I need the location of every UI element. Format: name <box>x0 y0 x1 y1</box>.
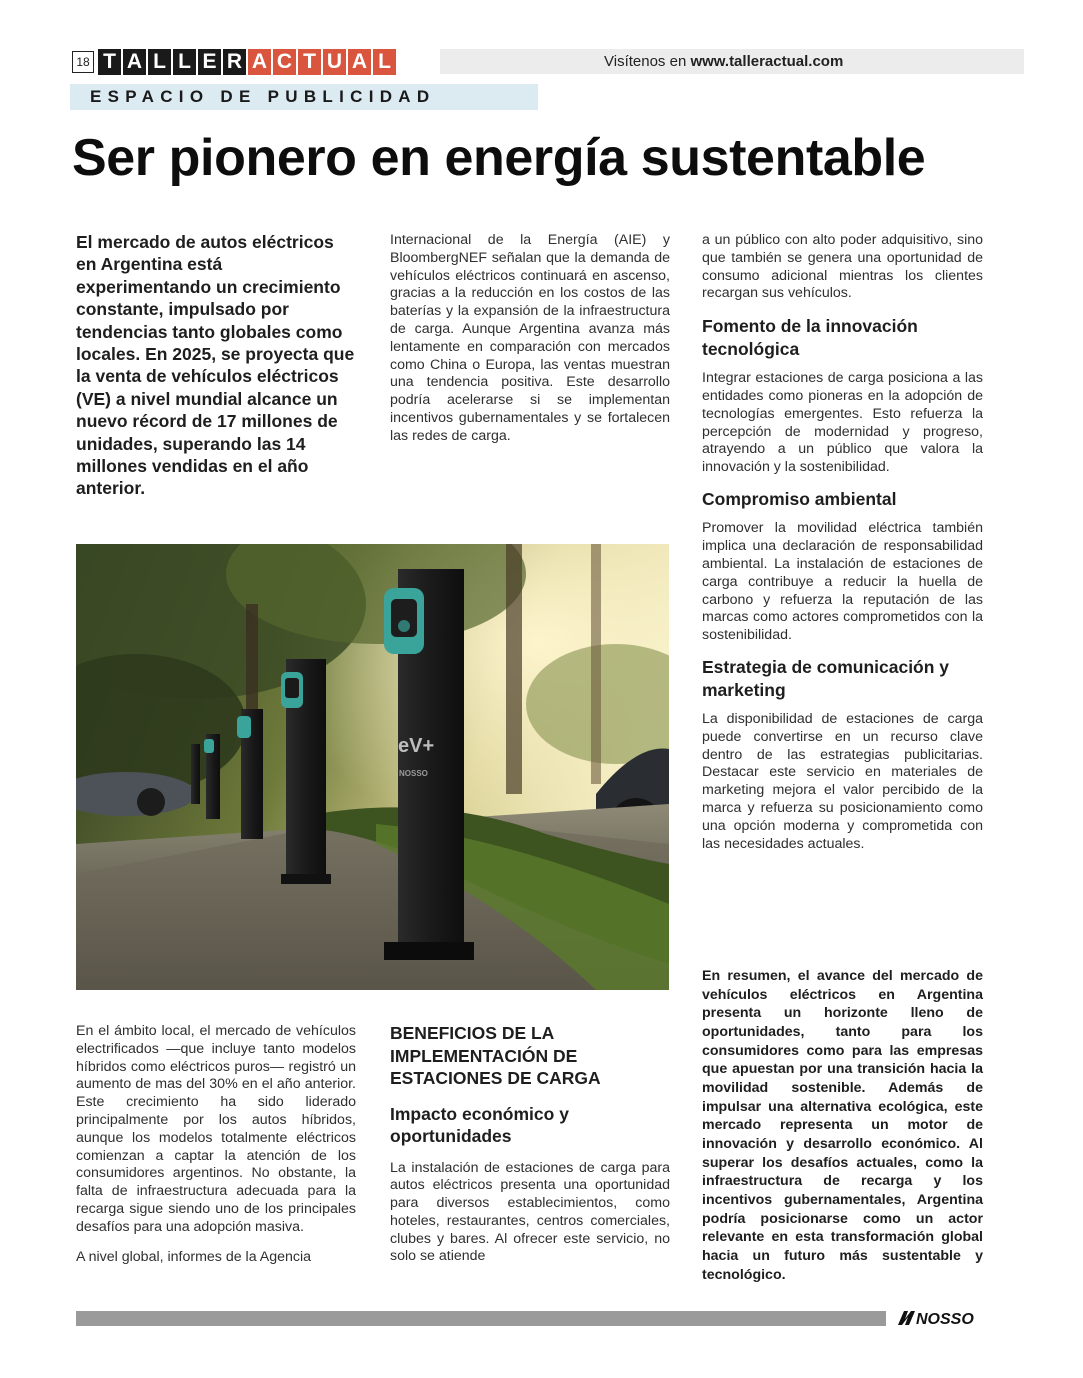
brand-letter: E <box>198 49 221 75</box>
article-lead: El mercado de autos eléctricos en Argentina está experimentando un crecimiento constante, impulsado por tendencias tanto globales como locales. En 2025, se proyecta que la venta de vehículos eléctricos (VE) a nivel mundial alcance un nuevo récord de 17 millones de unidades, superando las 14 millones vendidas en el año anterior. <box>76 232 355 499</box>
brand-letter: T <box>298 49 321 75</box>
brand-letter: A <box>123 49 146 75</box>
section-heading: Impacto económico y oportunidades <box>390 1103 569 1146</box>
brand-letter: T <box>98 49 121 75</box>
nosso-logo-text: NOSSO <box>916 1311 974 1328</box>
page-number: 18 <box>72 51 94 73</box>
brand-letter: L <box>148 49 171 75</box>
brand-logo <box>98 49 396 75</box>
brand-letter: R <box>223 49 246 75</box>
brand-letter: L <box>173 49 196 75</box>
visit-prefix: Visítenos en <box>604 53 691 70</box>
charger-post <box>204 734 220 819</box>
footer-bar <box>76 1311 886 1326</box>
charging-stations-photo <box>76 544 669 990</box>
website-banner <box>440 49 1024 74</box>
brand-letter: C <box>273 49 296 75</box>
nosso-logo <box>896 1307 988 1329</box>
photo-illustration <box>76 544 669 990</box>
body-paragraph: La instalación de estaciones de carga para autos eléctricos presenta una oportunidad para diversos establecimientos, como hoteles, restaurantes, centros comerciales, clubes y bares. Al ofrecer este servicio, no solo se atiende <box>390 1159 670 1265</box>
section-label: ESPACIO DE PUBLICIDAD <box>70 84 538 110</box>
charger-brand-label: eV+ <box>398 735 435 757</box>
body-paragraph: En el ámbito local, el mercado de vehículos electrificados —que incluye tanto modelos híbridos como eléctricos puros— registró un aumento de mas del 30% en el año anterior. Este crecimiento ha sido liderado principalmente por los autos híbridos, aunque los modelos totalmente eléctricos comienzan a captar la atención de los consumidores argentinos. No obstante, la falta de infraestructura adecuada para la recarga sigue siendo uno de los principales desafíos para una adopción masiva. <box>76 1023 356 1235</box>
website-link[interactable]: www.talleractual.com <box>690 53 844 70</box>
brand-letter: L <box>373 49 396 75</box>
benefits-heading: BENEFICIOS DE LA IMPLEMENTACIÓN DE ESTACIONES DE CARGA <box>390 1023 601 1088</box>
body-paragraph: Integrar estaciones de carga posiciona a las entidades como pioneras en la adopción de tecnologías emergentes. Esto refuerza la percepción de modernidad y progreso, atrayendo a un público que valora la innovación y la sostenibilidad. <box>702 370 983 476</box>
body-paragraph: a un público con alto poder adquisitivo, sino que también se genera una oportunidad de consumo adicional mientras los clientes recargan sus vehículos. <box>702 232 983 302</box>
article-summary: En resumen, el avance del mercado de vehículos eléctricos en Argentina presenta un horizonte lleno de oportunidades, tanto para los consumidores como para las empresas que apuestan por una transición hacia la movilidad sostenible. Además de impulsar una alternativa ecológica, este mercado representa un motor de innovación y desarrollo económico. Al superar los desafíos actuales, como la infraestructura de recarga y los incentivos gubernamentales, Argentina podría posicionarse como un actor relevante en esta transformación global hacia un futuro más sustentable y tecnológico. <box>702 968 983 1283</box>
charger-maker-label: NOSSO <box>399 769 428 778</box>
section-heading: Estrategia de comunicación y marketing <box>702 657 950 700</box>
body-paragraph: Internacional de la Energía (AIE) y BloombergNEF señalan que la demanda de vehículos eléctricos continuará en ascenso, gracias a la reducción en los costos de las baterías y la expansión de la infraestructura de carga. Aunque Argentina avanza más lentamente en comparación con mercados como China o Europa, las ventas muestran una tendencia positiva. Este desarrollo podría acelerarse si se implementan incentivos gubernamentales y se fortalecen las redes de carga. <box>390 232 670 444</box>
brand-letter: A <box>348 49 371 75</box>
article-title: Ser pionero en energía sustentable <box>72 129 926 187</box>
brand-letter: A <box>248 49 271 75</box>
body-paragraph: La disponibilidad de estaciones de carga puede convertirse en un recurso clave dentro de las estrategias publicitarias. Destacar este servicio en materiales de marketing mejora el valor percibido de la marca y refuerza su posicionamiento como una opción moderna y comprometida con las necesidades actuales. <box>702 711 983 852</box>
section-heading: Fomento de la innovación tecnológica <box>702 316 918 359</box>
section-heading: Compromiso ambiental <box>702 488 897 509</box>
charger-post <box>191 744 200 804</box>
charger-post <box>281 659 331 884</box>
body-paragraph: Promover la movilidad eléctrica también implica una declaración de responsabilidad ambiental. La instalación de estaciones de carga contribuye a reducir la huella de carbono y refuerza la reputación de las marcas como actores comprometidos con la sostenibilidad. <box>702 520 983 644</box>
brand-letter: U <box>323 49 346 75</box>
body-paragraph: A nivel global, informes de la Agencia <box>76 1248 312 1265</box>
